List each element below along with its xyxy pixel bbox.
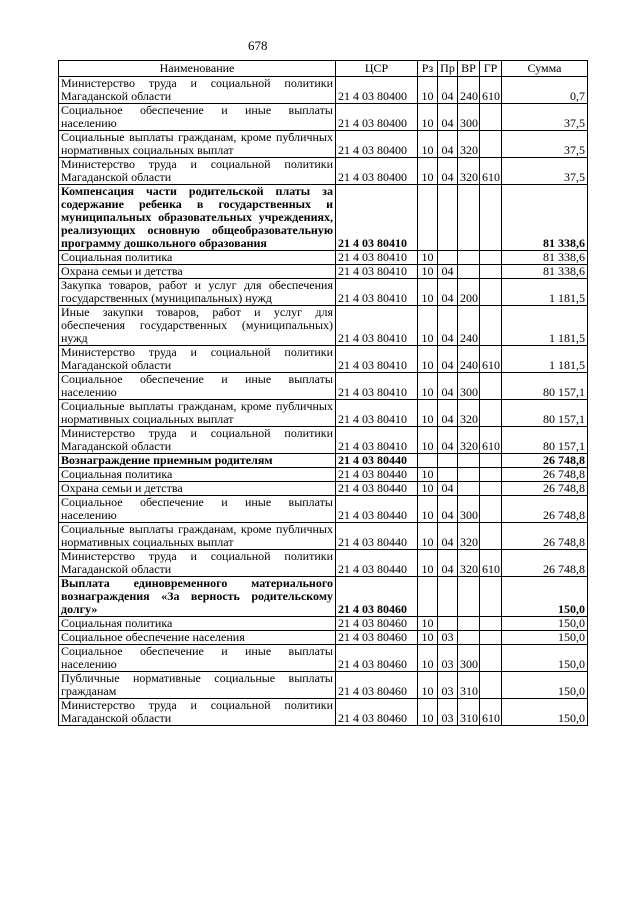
cell-rz: 10 bbox=[418, 373, 438, 400]
cell-gr bbox=[480, 104, 502, 131]
cell-sum: 26 748,8 bbox=[502, 550, 588, 577]
cell-vr bbox=[458, 617, 480, 631]
cell-pr: 04 bbox=[438, 279, 458, 306]
cell-vr: 240 bbox=[458, 77, 480, 104]
cell-csr: 21 4 03 80410 bbox=[336, 185, 418, 251]
cell-name: Социальное обеспечение и иные выплаты населению bbox=[59, 496, 336, 523]
cell-vr bbox=[458, 185, 480, 251]
cell-pr: 04 bbox=[438, 550, 458, 577]
cell-rz: 10 bbox=[418, 346, 438, 373]
cell-rz: 10 bbox=[418, 631, 438, 645]
cell-csr: 21 4 03 80460 bbox=[336, 577, 418, 617]
cell-vr: 320 bbox=[458, 550, 480, 577]
cell-gr bbox=[480, 617, 502, 631]
cell-rz: 10 bbox=[418, 523, 438, 550]
cell-pr bbox=[438, 577, 458, 617]
cell-name: Министерство труда и социальной политики Магаданской области bbox=[59, 699, 336, 726]
cell-csr: 21 4 03 80410 bbox=[336, 400, 418, 427]
cell-vr bbox=[458, 251, 480, 265]
cell-rz: 10 bbox=[418, 617, 438, 631]
cell-gr bbox=[480, 482, 502, 496]
table-row bbox=[59, 131, 588, 158]
table-header-row bbox=[59, 61, 588, 77]
cell-sum: 26 748,8 bbox=[502, 454, 588, 468]
cell-name: Иные закупки товаров, работ и услуг для обеспечения государственных (муниципальных) нужд bbox=[59, 306, 336, 346]
cell-sum: 37,5 bbox=[502, 104, 588, 131]
table-row bbox=[59, 454, 588, 468]
cell-rz: 10 bbox=[418, 699, 438, 726]
cell-csr: 21 4 03 80440 bbox=[336, 454, 418, 468]
cell-gr bbox=[480, 645, 502, 672]
cell-csr: 21 4 03 80440 bbox=[336, 468, 418, 482]
cell-name: Социальная политика bbox=[59, 251, 336, 265]
cell-csr: 21 4 03 80410 bbox=[336, 427, 418, 454]
cell-vr: 320 bbox=[458, 400, 480, 427]
cell-sum: 81 338,6 bbox=[502, 185, 588, 251]
cell-sum: 80 157,1 bbox=[502, 400, 588, 427]
cell-pr bbox=[438, 454, 458, 468]
cell-gr bbox=[480, 468, 502, 482]
cell-sum: 26 748,8 bbox=[502, 482, 588, 496]
cell-vr: 310 bbox=[458, 699, 480, 726]
cell-gr bbox=[480, 400, 502, 427]
cell-vr bbox=[458, 454, 480, 468]
cell-gr bbox=[480, 577, 502, 617]
cell-pr: 04 bbox=[438, 306, 458, 346]
cell-name: Закупка товаров, работ и услуг для обеспечения государственных (муниципальных) нужд bbox=[59, 279, 336, 306]
cell-name: Охрана семьи и детства bbox=[59, 265, 336, 279]
cell-gr: 610 bbox=[480, 346, 502, 373]
cell-vr bbox=[458, 577, 480, 617]
header-csr: ЦСР bbox=[336, 61, 418, 77]
cell-name: Социальные выплаты гражданам, кроме публичных нормативных социальных выплат bbox=[59, 400, 336, 427]
table-row bbox=[59, 672, 588, 699]
table-row bbox=[59, 631, 588, 645]
cell-gr: 610 bbox=[480, 158, 502, 185]
cell-name: Министерство труда и социальной политики Магаданской области bbox=[59, 550, 336, 577]
cell-csr: 21 4 03 80400 bbox=[336, 131, 418, 158]
cell-pr bbox=[438, 468, 458, 482]
table-row bbox=[59, 265, 588, 279]
cell-gr bbox=[480, 373, 502, 400]
cell-pr: 04 bbox=[438, 373, 458, 400]
table-row bbox=[59, 373, 588, 400]
cell-name: Вознаграждение приемным родителям bbox=[59, 454, 336, 468]
table-row bbox=[59, 523, 588, 550]
table-row bbox=[59, 251, 588, 265]
header-rz: Рз bbox=[418, 61, 438, 77]
table-row bbox=[59, 482, 588, 496]
table-row bbox=[59, 468, 588, 482]
cell-vr: 310 bbox=[458, 672, 480, 699]
cell-name: Охрана семьи и детства bbox=[59, 482, 336, 496]
cell-csr: 21 4 03 80410 bbox=[336, 251, 418, 265]
cell-csr: 21 4 03 80460 bbox=[336, 645, 418, 672]
cell-rz: 10 bbox=[418, 77, 438, 104]
cell-rz: 10 bbox=[418, 131, 438, 158]
cell-rz: 10 bbox=[418, 306, 438, 346]
cell-pr: 04 bbox=[438, 265, 458, 279]
cell-vr: 320 bbox=[458, 131, 480, 158]
cell-gr bbox=[480, 496, 502, 523]
cell-gr: 610 bbox=[480, 550, 502, 577]
cell-csr: 21 4 03 80410 bbox=[336, 279, 418, 306]
cell-sum: 26 748,8 bbox=[502, 523, 588, 550]
cell-pr: 04 bbox=[438, 77, 458, 104]
cell-name: Социальное обеспечение и иные выплаты населению bbox=[59, 373, 336, 400]
cell-sum: 150,0 bbox=[502, 699, 588, 726]
header-gr: ГР bbox=[480, 61, 502, 77]
cell-gr bbox=[480, 265, 502, 279]
cell-vr bbox=[458, 468, 480, 482]
cell-rz bbox=[418, 577, 438, 617]
cell-sum: 1 181,5 bbox=[502, 346, 588, 373]
cell-vr: 300 bbox=[458, 104, 480, 131]
cell-vr bbox=[458, 482, 480, 496]
cell-name: Социальное обеспечение и иные выплаты населению bbox=[59, 104, 336, 131]
table-row bbox=[59, 104, 588, 131]
cell-csr: 21 4 03 80440 bbox=[336, 523, 418, 550]
table-row bbox=[59, 550, 588, 577]
cell-pr: 03 bbox=[438, 645, 458, 672]
cell-name: Социальные выплаты гражданам, кроме публичных нормативных социальных выплат bbox=[59, 131, 336, 158]
cell-gr bbox=[480, 454, 502, 468]
cell-csr: 21 4 03 80400 bbox=[336, 158, 418, 185]
cell-gr bbox=[480, 131, 502, 158]
cell-pr: 03 bbox=[438, 672, 458, 699]
cell-sum: 26 748,8 bbox=[502, 496, 588, 523]
cell-pr bbox=[438, 617, 458, 631]
cell-gr bbox=[480, 251, 502, 265]
cell-name: Социальное обеспечение и иные выплаты населению bbox=[59, 645, 336, 672]
cell-sum: 150,0 bbox=[502, 577, 588, 617]
cell-name: Выплата единовременного материального вознаграждения «За верность родительскому долгу» bbox=[59, 577, 336, 617]
cell-sum: 81 338,6 bbox=[502, 251, 588, 265]
table-row bbox=[59, 617, 588, 631]
header-name: Наименование bbox=[59, 61, 336, 77]
cell-rz: 10 bbox=[418, 550, 438, 577]
cell-sum: 37,5 bbox=[502, 158, 588, 185]
header-vr: ВР bbox=[458, 61, 480, 77]
cell-name: Министерство труда и социальной политики Магаданской области bbox=[59, 158, 336, 185]
cell-rz bbox=[418, 185, 438, 251]
table-row bbox=[59, 645, 588, 672]
table-row bbox=[59, 496, 588, 523]
cell-vr: 320 bbox=[458, 427, 480, 454]
cell-pr bbox=[438, 251, 458, 265]
header-sum: Сумма bbox=[502, 61, 588, 77]
cell-gr: 610 bbox=[480, 699, 502, 726]
cell-vr: 300 bbox=[458, 645, 480, 672]
budget-table bbox=[58, 60, 588, 726]
cell-pr: 04 bbox=[438, 400, 458, 427]
cell-pr: 04 bbox=[438, 346, 458, 373]
cell-csr: 21 4 03 80410 bbox=[336, 373, 418, 400]
cell-vr: 240 bbox=[458, 346, 480, 373]
cell-sum: 1 181,5 bbox=[502, 306, 588, 346]
cell-pr: 04 bbox=[438, 523, 458, 550]
table-row bbox=[59, 346, 588, 373]
table-row bbox=[59, 577, 588, 617]
cell-gr bbox=[480, 185, 502, 251]
cell-sum: 80 157,1 bbox=[502, 427, 588, 454]
header-pr: Пр bbox=[438, 61, 458, 77]
cell-rz: 10 bbox=[418, 468, 438, 482]
cell-pr: 04 bbox=[438, 158, 458, 185]
cell-name: Социальные выплаты гражданам, кроме публичных нормативных социальных выплат bbox=[59, 523, 336, 550]
cell-sum: 37,5 bbox=[502, 131, 588, 158]
cell-vr: 240 bbox=[458, 306, 480, 346]
cell-gr bbox=[480, 523, 502, 550]
cell-csr: 21 4 03 80440 bbox=[336, 482, 418, 496]
cell-gr: 610 bbox=[480, 427, 502, 454]
table-row bbox=[59, 400, 588, 427]
cell-sum: 81 338,6 bbox=[502, 265, 588, 279]
cell-pr: 04 bbox=[438, 427, 458, 454]
cell-csr: 21 4 03 80460 bbox=[336, 631, 418, 645]
table-row bbox=[59, 279, 588, 306]
cell-rz: 10 bbox=[418, 104, 438, 131]
cell-sum: 150,0 bbox=[502, 617, 588, 631]
cell-csr: 21 4 03 80440 bbox=[336, 550, 418, 577]
cell-vr: 320 bbox=[458, 158, 480, 185]
table-row bbox=[59, 158, 588, 185]
cell-csr: 21 4 03 80410 bbox=[336, 265, 418, 279]
cell-sum: 0,7 bbox=[502, 77, 588, 104]
cell-gr bbox=[480, 631, 502, 645]
page-number: 678 bbox=[248, 38, 268, 53]
cell-rz: 10 bbox=[418, 672, 438, 699]
cell-sum: 26 748,8 bbox=[502, 468, 588, 482]
cell-rz: 10 bbox=[418, 158, 438, 185]
table-row bbox=[59, 77, 588, 104]
table-body bbox=[59, 77, 588, 726]
cell-name: Министерство труда и социальной политики Магаданской области bbox=[59, 77, 336, 104]
cell-name: Публичные нормативные социальные выплаты гражданам bbox=[59, 672, 336, 699]
cell-csr: 21 4 03 80460 bbox=[336, 617, 418, 631]
cell-vr: 320 bbox=[458, 523, 480, 550]
cell-gr bbox=[480, 306, 502, 346]
cell-sum: 1 181,5 bbox=[502, 279, 588, 306]
cell-vr bbox=[458, 631, 480, 645]
cell-sum: 150,0 bbox=[502, 631, 588, 645]
cell-rz: 10 bbox=[418, 427, 438, 454]
cell-csr: 21 4 03 80410 bbox=[336, 306, 418, 346]
cell-name: Компенсация части родительской платы за содержание ребенка в государственных и муниципальных образовательных учреждениях, реализующих основную общеобразовательную программу дошкольного образования bbox=[59, 185, 336, 251]
cell-csr: 21 4 03 80400 bbox=[336, 77, 418, 104]
cell-csr: 21 4 03 80400 bbox=[336, 104, 418, 131]
cell-pr: 04 bbox=[438, 482, 458, 496]
table-row bbox=[59, 427, 588, 454]
cell-rz: 10 bbox=[418, 279, 438, 306]
cell-rz: 10 bbox=[418, 265, 438, 279]
cell-vr: 300 bbox=[458, 496, 480, 523]
cell-pr: 04 bbox=[438, 496, 458, 523]
cell-rz: 10 bbox=[418, 251, 438, 265]
table-row bbox=[59, 185, 588, 251]
cell-rz: 10 bbox=[418, 400, 438, 427]
cell-csr: 21 4 03 80410 bbox=[336, 346, 418, 373]
cell-sum: 150,0 bbox=[502, 672, 588, 699]
cell-rz: 10 bbox=[418, 482, 438, 496]
cell-pr: 03 bbox=[438, 631, 458, 645]
cell-vr: 300 bbox=[458, 373, 480, 400]
cell-name: Министерство труда и социальной политики Магаданской области bbox=[59, 346, 336, 373]
cell-vr: 200 bbox=[458, 279, 480, 306]
cell-pr: 03 bbox=[438, 699, 458, 726]
cell-sum: 150,0 bbox=[502, 645, 588, 672]
cell-name: Министерство труда и социальной политики Магаданской области bbox=[59, 427, 336, 454]
cell-csr: 21 4 03 80460 bbox=[336, 699, 418, 726]
cell-pr bbox=[438, 185, 458, 251]
cell-sum: 80 157,1 bbox=[502, 373, 588, 400]
table-row bbox=[59, 699, 588, 726]
table-row bbox=[59, 306, 588, 346]
cell-rz: 10 bbox=[418, 496, 438, 523]
cell-pr: 04 bbox=[438, 131, 458, 158]
cell-gr bbox=[480, 279, 502, 306]
cell-name: Социальная политика bbox=[59, 468, 336, 482]
cell-rz bbox=[418, 454, 438, 468]
cell-vr bbox=[458, 265, 480, 279]
cell-gr bbox=[480, 672, 502, 699]
cell-name: Социальная политика bbox=[59, 617, 336, 631]
cell-rz: 10 bbox=[418, 645, 438, 672]
cell-name: Социальное обеспечение населения bbox=[59, 631, 336, 645]
cell-gr: 610 bbox=[480, 77, 502, 104]
cell-csr: 21 4 03 80460 bbox=[336, 672, 418, 699]
cell-csr: 21 4 03 80440 bbox=[336, 496, 418, 523]
cell-pr: 04 bbox=[438, 104, 458, 131]
